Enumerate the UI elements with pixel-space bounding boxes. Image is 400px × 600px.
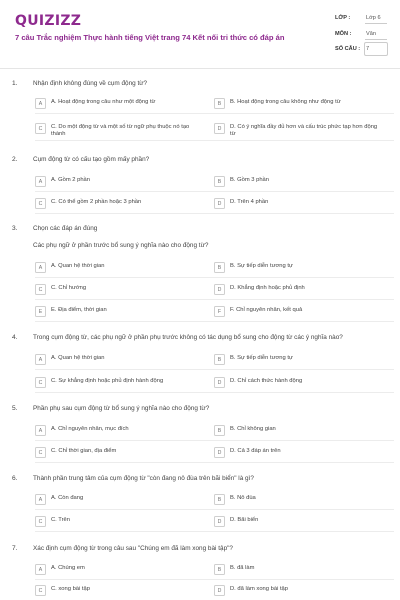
option-letter: B [214,176,225,187]
option-letter: B [214,262,225,273]
option-letter: C [35,123,46,134]
option-underline [214,299,394,300]
option-letter: C [35,447,46,458]
option-letter: B [214,425,225,436]
option-text: A. Quan hệ thời gian [51,263,105,269]
option-text: D. Trên 4 phần [230,199,269,205]
question-text: Phần phụ sau cụm động từ bổ sung ý nghĩa nào cho động từ? [33,405,210,412]
option-underline [35,509,215,510]
meta-grade-line [365,23,387,24]
option-text: A. Còn đang [51,495,84,501]
meta-subject-value: Văn [366,31,376,37]
question-text: Xác định cụm động từ trong câu sau "Chúng em đã làm xong bài tập"? [33,545,233,552]
option-text: E. Địa điểm, thời gian [51,307,107,313]
option-letter: A [35,494,46,505]
option-underline [214,392,394,393]
option-underline [214,509,394,510]
meta-count-value: 7 [366,46,370,52]
option-letter: A [35,262,46,273]
option-letter: A [35,425,46,436]
option-underline [214,113,394,114]
option-text: D. đã làm xong bài tập [230,586,289,592]
option-text: B. đã làm [230,565,255,571]
question-text: Trong cụm động từ, các phụ ngữ ở phần phụ trước không có tác dụng bổ sung cho động từ các ý nghĩa nào? [33,334,343,341]
option-underline [35,392,215,393]
option-underline [214,277,394,278]
meta-grade-label: LỚP : [335,15,351,21]
option-letter: B [214,98,225,109]
option-text: C. Trên [51,517,71,523]
option-underline [35,462,215,463]
option-underline [214,321,394,322]
option-letter: D [214,585,225,596]
option-text: B. Hoạt động trong câu không như động từ [230,99,341,105]
option-text: C. Sự khẳng định hoặc phủ định hành động [51,378,164,384]
option-underline [35,369,215,370]
option-letter: C [35,198,46,209]
quizizz-logo: QUIZIZZ [15,13,82,29]
question-text: Thành phần trung tâm của cụm động từ "còn đang nô đùa trên bãi biển" là gì? [33,475,254,482]
question-number: 7. [12,545,18,552]
option-underline [35,213,215,214]
option-underline [214,140,394,141]
option-letter: C [35,377,46,388]
meta-subject-line [365,39,387,40]
option-text: F. Chỉ nguyên nhân, kết quả [230,307,303,313]
option-letter: C [35,284,46,295]
question-text: Chọn các đáp án đúng [33,225,98,232]
question-number: 5. [12,405,18,412]
option-letter: D [214,377,225,388]
option-underline [35,277,215,278]
option-underline [214,369,394,370]
header-divider [0,68,400,69]
worksheet-header [0,0,400,66]
option-text: A. Quan hệ thời gian [51,355,105,361]
option-text: C. Có thể gồm 2 phần hoặc 3 phần [51,199,142,205]
option-underline [214,579,394,580]
worksheet-title: 7 câu Trắc nghiệm Thực hành tiếng Việt trang 74 Kết nối tri thức có đáp án [15,33,285,42]
option-text: D. Bãi biển [230,517,259,523]
option-underline [35,531,215,532]
option-text: C. Do một động từ và một số từ ngữ phụ thuộc nó tạo thành [51,124,190,138]
option-text: A. Chỉ nguyên nhân, mục đích [51,426,129,432]
option-letter: D [214,447,225,458]
question-number: 1. [12,80,18,87]
option-text: D. Có ý nghĩa đầy đủ hơn và cấu trúc phức tạp hơn động từ [230,124,378,138]
option-text: A. Gồm 2 phần [51,177,90,183]
option-underline [214,462,394,463]
option-letter: A [35,176,46,187]
option-text: D. Khẳng định hoặc phủ định [230,285,305,291]
option-letter: A [35,98,46,109]
option-text: B. Sự tiếp diễn tương tự [230,263,293,269]
question-number: 2. [12,156,18,163]
option-underline [35,321,215,322]
option-letter: B [214,354,225,365]
option-text: B. Chỉ không gian [230,426,276,432]
option-letter: C [35,585,46,596]
option-underline [35,299,215,300]
question-text: Cụm động từ có cấu tạo gồm mấy phần? [33,156,150,163]
option-letter: B [214,494,225,505]
option-underline [214,531,394,532]
meta-subject-label: MÔN : [335,31,352,37]
option-letter: D [214,123,225,134]
option-underline [35,140,215,141]
option-letter: C [35,516,46,527]
option-letter: A [35,354,46,365]
option-text: A. Hoạt động trong câu như một động từ [51,99,156,105]
option-underline [214,213,394,214]
option-underline [214,191,394,192]
question-text: Nhận định không đúng về cụm động từ? [33,80,148,87]
option-text: D. Cả 3 đáp án trên [230,448,281,454]
option-letter: F [214,306,225,317]
option-letter: D [214,516,225,527]
option-letter: D [214,284,225,295]
question-number: 6. [12,475,18,482]
option-underline [35,191,215,192]
meta-grade-value: Lớp 6 [366,15,381,21]
option-letter: D [214,198,225,209]
option-text: B. Nô đùa [230,495,256,501]
option-underline [35,579,215,580]
option-text: C. Chỉ thời gian, địa điểm [51,448,117,454]
option-letter: B [214,564,225,575]
option-text: C. xong bài tập [51,586,90,592]
option-text: C. Chỉ hướng [51,285,87,291]
option-underline [35,440,215,441]
option-letter: A [35,564,46,575]
option-text: B. Sự tiếp diễn tương tự [230,355,293,361]
meta-count-label: SỐ CÂU : [335,46,361,52]
option-text: D. Chỉ cách thức hành động [230,378,303,384]
option-text: A. Chúng em [51,565,85,571]
question-subtext: Các phụ ngữ ở phần trước bổ sung ý nghĩa nào cho động từ? [33,242,209,249]
question-number: 3. [12,225,18,232]
option-underline [35,113,215,114]
option-letter: E [35,306,46,317]
option-text: B. Gồm 3 phần [230,177,269,183]
option-underline [214,440,394,441]
question-number: 4. [12,334,18,341]
